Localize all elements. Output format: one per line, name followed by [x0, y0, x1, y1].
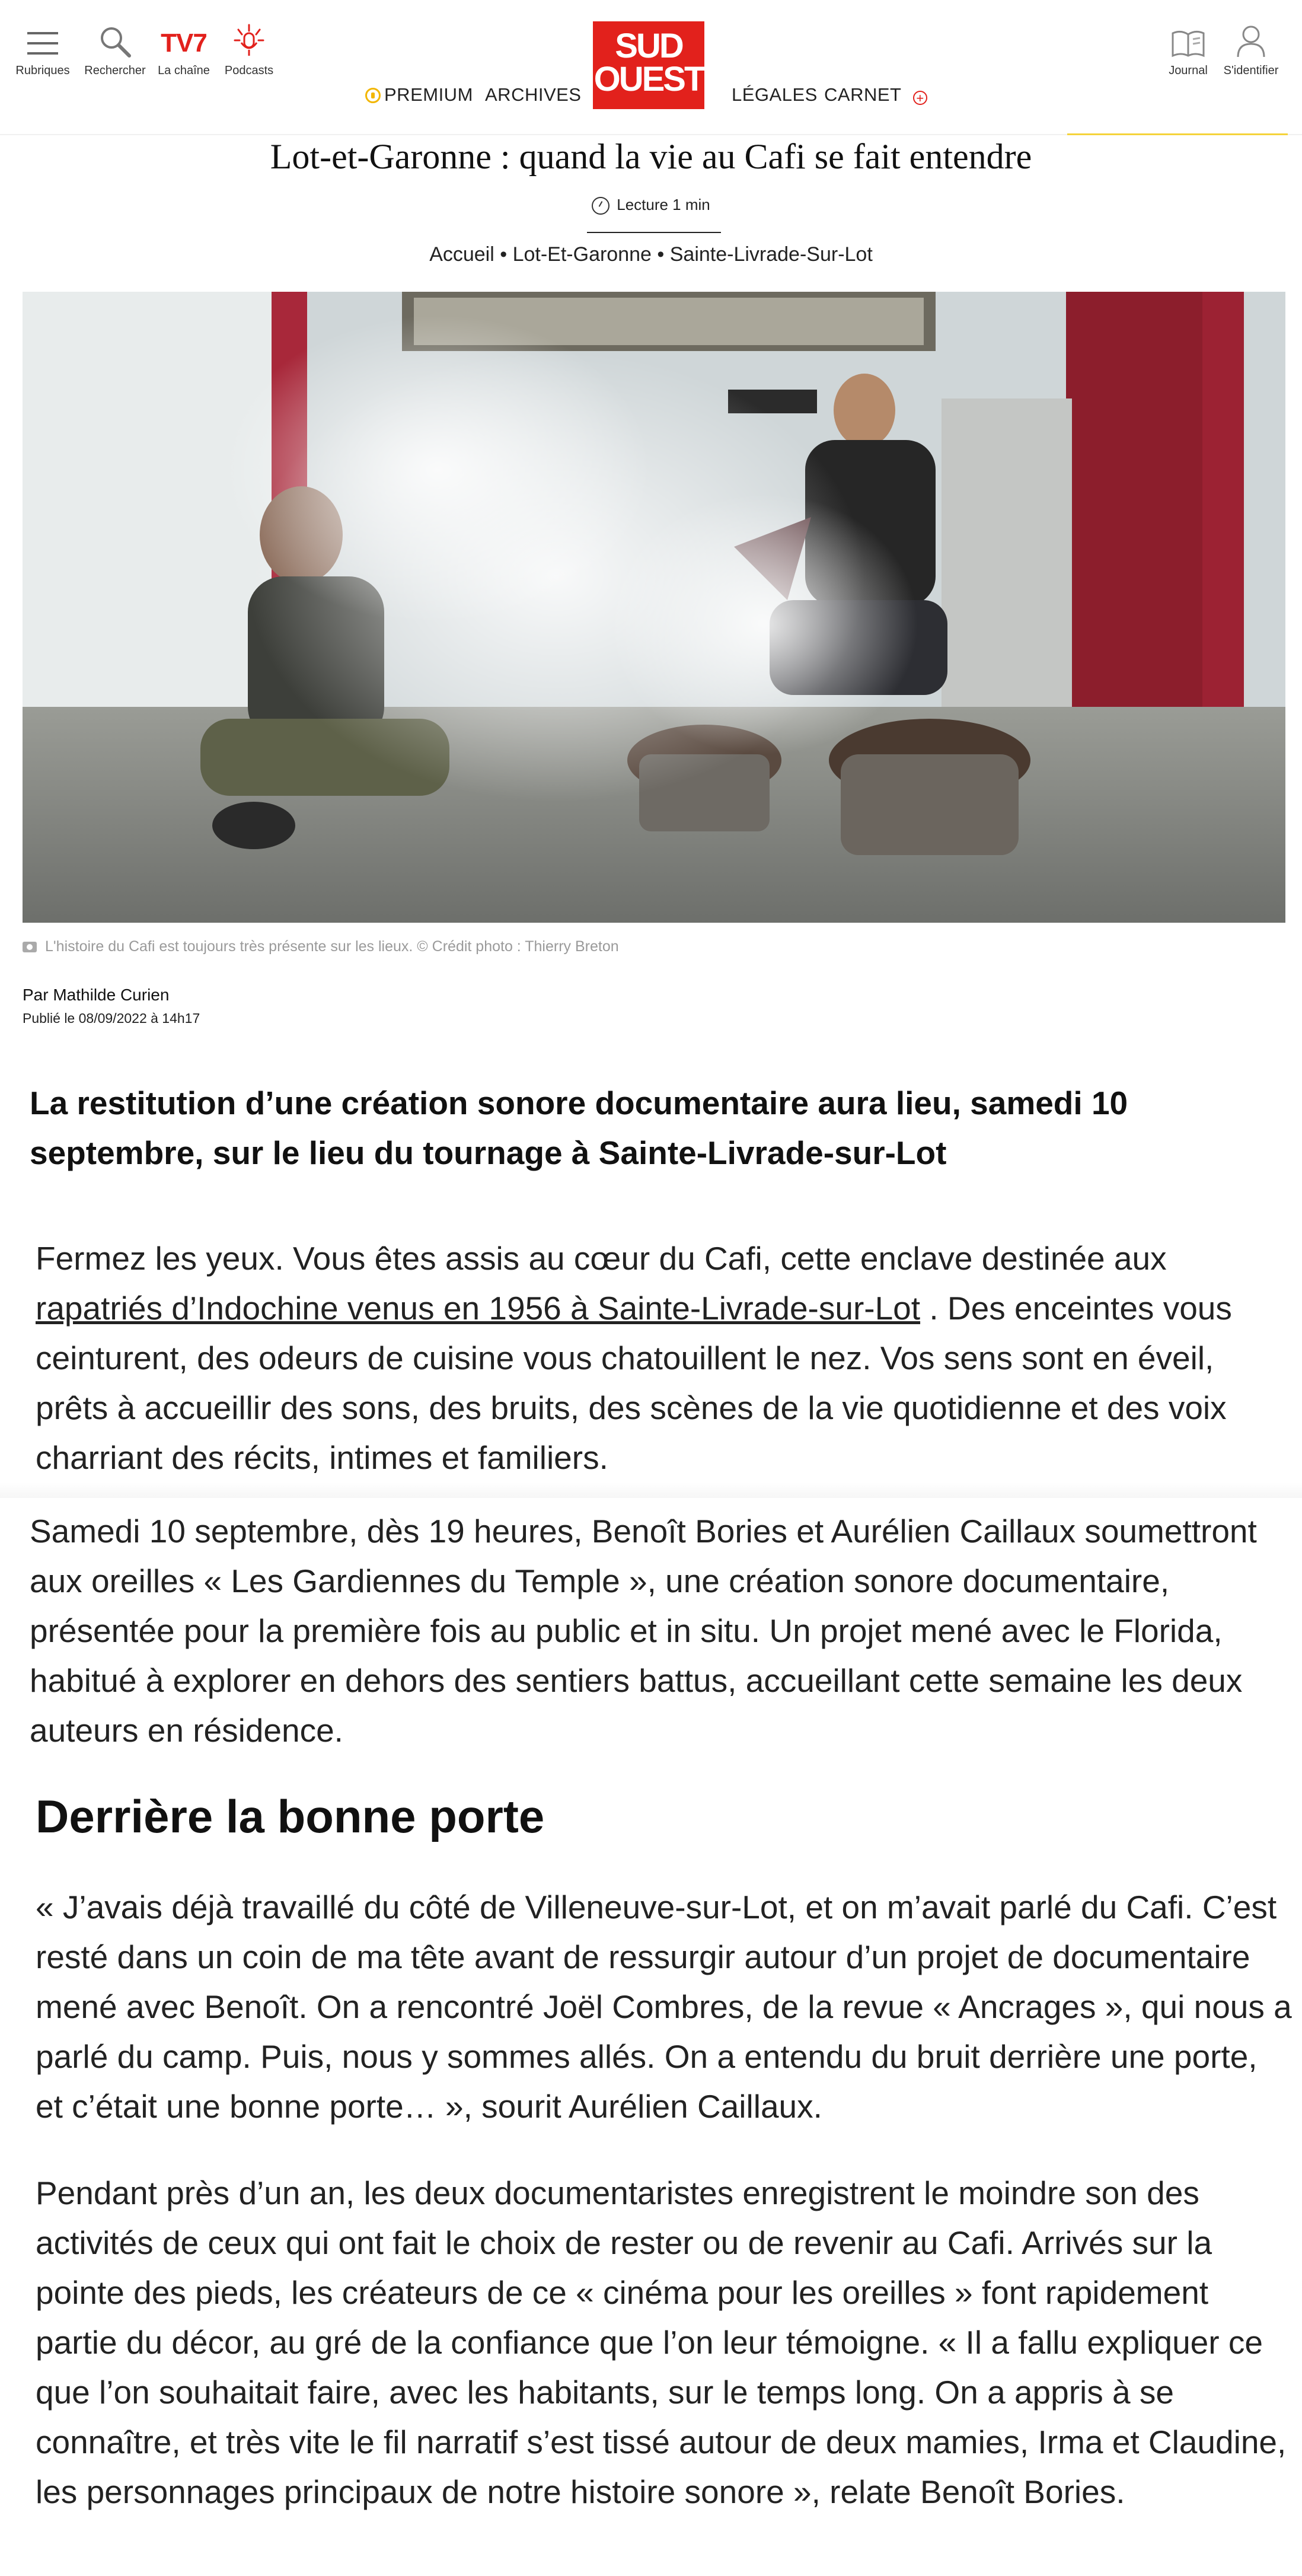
clock-icon [592, 197, 609, 215]
nav-premium[interactable]: PREMIUM [365, 84, 473, 106]
plus-icon: + [913, 91, 927, 105]
menu-label: Rubriques [15, 64, 70, 77]
divider [0, 1483, 1302, 1498]
podcasts-label: Podcasts [224, 64, 274, 77]
site-header [0, 0, 1302, 135]
nav-more-button[interactable] [913, 84, 927, 106]
premium-icon [365, 88, 381, 103]
photo-caption: L'histoire du Cafi est toujours très présente sur les lieux. © Crédit photo : Thierry Breton [23, 938, 619, 955]
tv7-logo: TV7 [161, 28, 207, 58]
nav-carnet[interactable]: CARNET [824, 84, 902, 105]
camera-icon [23, 942, 37, 952]
paragraph-3: « J’avais déjà travaillé du côté de Villeneuve-sur-Lot, et on m’avait parlé du Cafi. C’est resté dans un coin de ma tête avant de ressurgir autour d’un projet de documentaire mené avec Benoît. On a rencontré Joël Combres, de la revue « Ancrages », qui nous a parlé du camp. Puis, nous y sommes allés. On a entendu du bruit derrière une porte, et c’était une bonne porte… », sourit Aurélien Caillaux. [36, 1889, 1292, 2125]
publish-date: Publié le 08/09/2022 à 14h17 [23, 1010, 200, 1026]
article-photo [23, 292, 1285, 923]
article-title: Lot-et-Garonne : quand la vie au Cafi se fait entendre [270, 137, 1032, 176]
sud-ouest-logo[interactable]: SUD OUEST [593, 21, 704, 109]
header-accent-line [1067, 133, 1288, 135]
menu-icon [1, 18, 84, 58]
section-heading: Derrière la bonne porte [36, 1790, 545, 1842]
related-article-link[interactable]: rapatriés d’Indochine venus en 1956 à Sainte-Livrade-sur-Lot [36, 1290, 921, 1327]
user-icon [1210, 18, 1293, 58]
article-lead: La restitution d’une création sonore documentaire aura lieu, samedi 10 septembre, sur le lieu du tournage à Sainte-Livrade-sur-Lot [30, 1085, 1128, 1171]
nav-legales[interactable]: LÉGALES [732, 84, 818, 105]
nav-archives[interactable]: ARCHIVES [485, 84, 582, 105]
paragraph-4: Pendant près d’un an, les deux documentaristes enregistrent le moindre son des activités de ceux qui ont fait le choix de rester ou de revenir au Cafi. Arrivés sur la pointe des pieds, les créateurs de ce « cinéma pour les oreilles » font rapidement partie du décor, au gré de la confiance que l’on leur témoigne. « Il a fallu expliquer ce que l’on souhaitait faire, avec les habitants, sur le temps long. On a appris à se connaître, et très vite le fil narratif s’est tissé autour de deux mamies, Irma et Claudine, les personnages principaux de notre histoire sonore », relate Benoît Bories. [36, 2175, 1287, 2510]
search-label: Rechercher [84, 64, 146, 77]
podcast-icon [208, 18, 291, 58]
tv7-label: La chaîne [158, 64, 210, 77]
login-button[interactable] [1210, 18, 1293, 78]
login-label: S'identifier [1223, 64, 1279, 77]
divider [587, 232, 721, 233]
menu-button[interactable] [1, 18, 84, 78]
podcasts-button[interactable] [208, 18, 291, 78]
breadcrumb[interactable]: Accueil • Lot-Et-Garonne • Sainte-Livrade-Sur-Lot [429, 243, 873, 266]
author[interactable]: Par Mathilde Curien [23, 986, 170, 1004]
journal-label: Journal [1169, 64, 1208, 77]
paragraph-1: Fermez les yeux. Vous êtes assis au cœur du Cafi, cette enclave destinée aux rapatriés d’Indochine venus en 1956 à Sainte-Livrade-sur-Lot . Des enceintes vous ceinturent, des odeurs de cuisine vous chatouillent le nez. Vos sens sont en éveil, prêts à accueillir des sons, des bruits, des scènes de la vie quotidienne et des voix charriant des récits, intimes et familiers. [36, 1240, 1232, 1476]
reading-time: Lecture 1 min [0, 196, 1302, 215]
paragraph-2: Samedi 10 septembre, dès 19 heures, Benoît Bories et Aurélien Caillaux soumettront aux oreilles « Les Gardiennes du Temple », une création sonore documentaire, présentée pour la première fois au public et in situ. Un projet mené avec le Florida, habitué à explorer en dehors des sentiers battus, accueillant cette semaine les deux auteurs en résidence. [30, 1513, 1257, 1749]
